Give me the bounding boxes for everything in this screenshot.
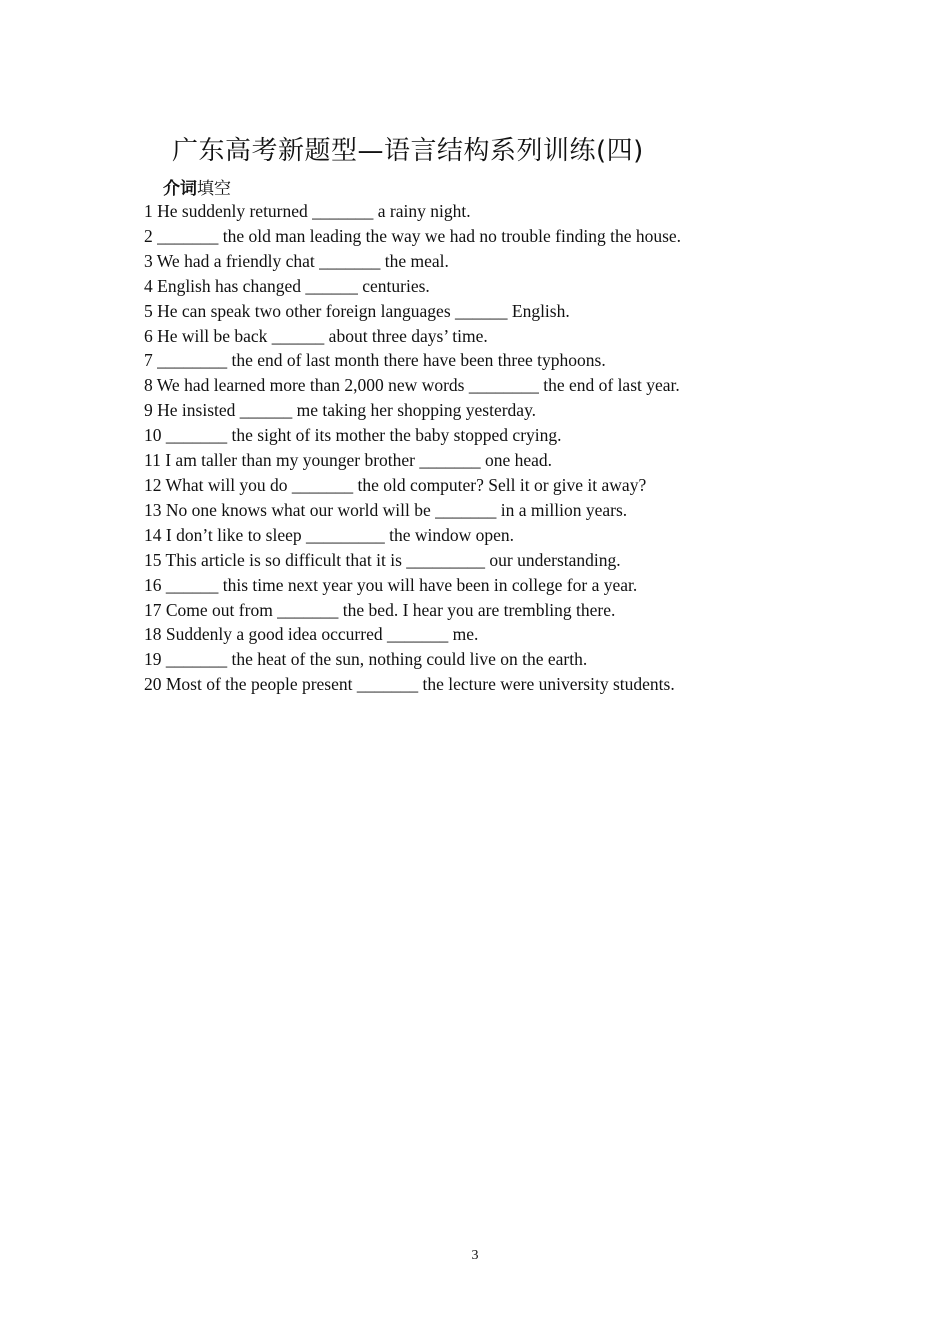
question-item: 11 I am taller than my younger brother _______ one head. bbox=[144, 450, 553, 471]
page-number: 3 bbox=[471, 1248, 479, 1263]
question-item: 9 He insisted ______ me taking her shopping yesterday. bbox=[144, 400, 537, 421]
question-item: 10 _______ the sight of its mother the baby stopped crying. bbox=[144, 425, 562, 446]
question-item: 17 Come out from _______ the bed. I hear you are trembling there. bbox=[144, 599, 616, 620]
question-item: 14 I don’t like to sleep _________ the window open. bbox=[144, 524, 515, 545]
question-item: 13 No one knows what our world will be _______ in a million years. bbox=[144, 499, 628, 520]
question-item: 6 He will be back ______ about three days’ time. bbox=[144, 325, 488, 346]
question-item: 19 _______ the heat of the sun, nothing could live on the earth. bbox=[144, 649, 588, 670]
question-item: 7 ________ the end of last month there have been three typhoons. bbox=[144, 350, 606, 371]
question-item: 20 Most of the people present _______ the lecture were university students. bbox=[144, 674, 675, 695]
question-item: 3 We had a friendly chat _______ the meal. bbox=[144, 250, 449, 271]
question-item: 18 Suddenly a good idea occurred _______ me. bbox=[144, 624, 479, 645]
section-heading-rest: 填空 bbox=[197, 179, 231, 199]
section-heading bbox=[163, 174, 231, 199]
question-item: 15 This article is so difficult that it is _________ our understanding. bbox=[144, 549, 621, 570]
document-title: 广东高考新题型—语言结构系列训练(四) bbox=[172, 136, 644, 166]
question-item: 1 He suddenly returned _______ a rainy night. bbox=[144, 201, 471, 221]
question-list bbox=[144, 199, 681, 697]
question-item: 8 We had learned more than 2,000 new words ________ the end of last year. bbox=[144, 375, 680, 396]
section-heading-bold: 介词 bbox=[163, 179, 197, 199]
question-item: 12 What will you do _______ the old computer? Sell it or give it away? bbox=[144, 474, 647, 495]
question-item: 5 He can speak two other foreign languages ______ English. bbox=[144, 300, 570, 321]
question-item: 4 English has changed ______ centuries. bbox=[144, 275, 430, 296]
question-item: 16 ______ this time next year you will have been in college for a year. bbox=[144, 574, 638, 595]
question-item: 2 _______ the old man leading the way we had no trouble finding the house. bbox=[144, 225, 682, 246]
